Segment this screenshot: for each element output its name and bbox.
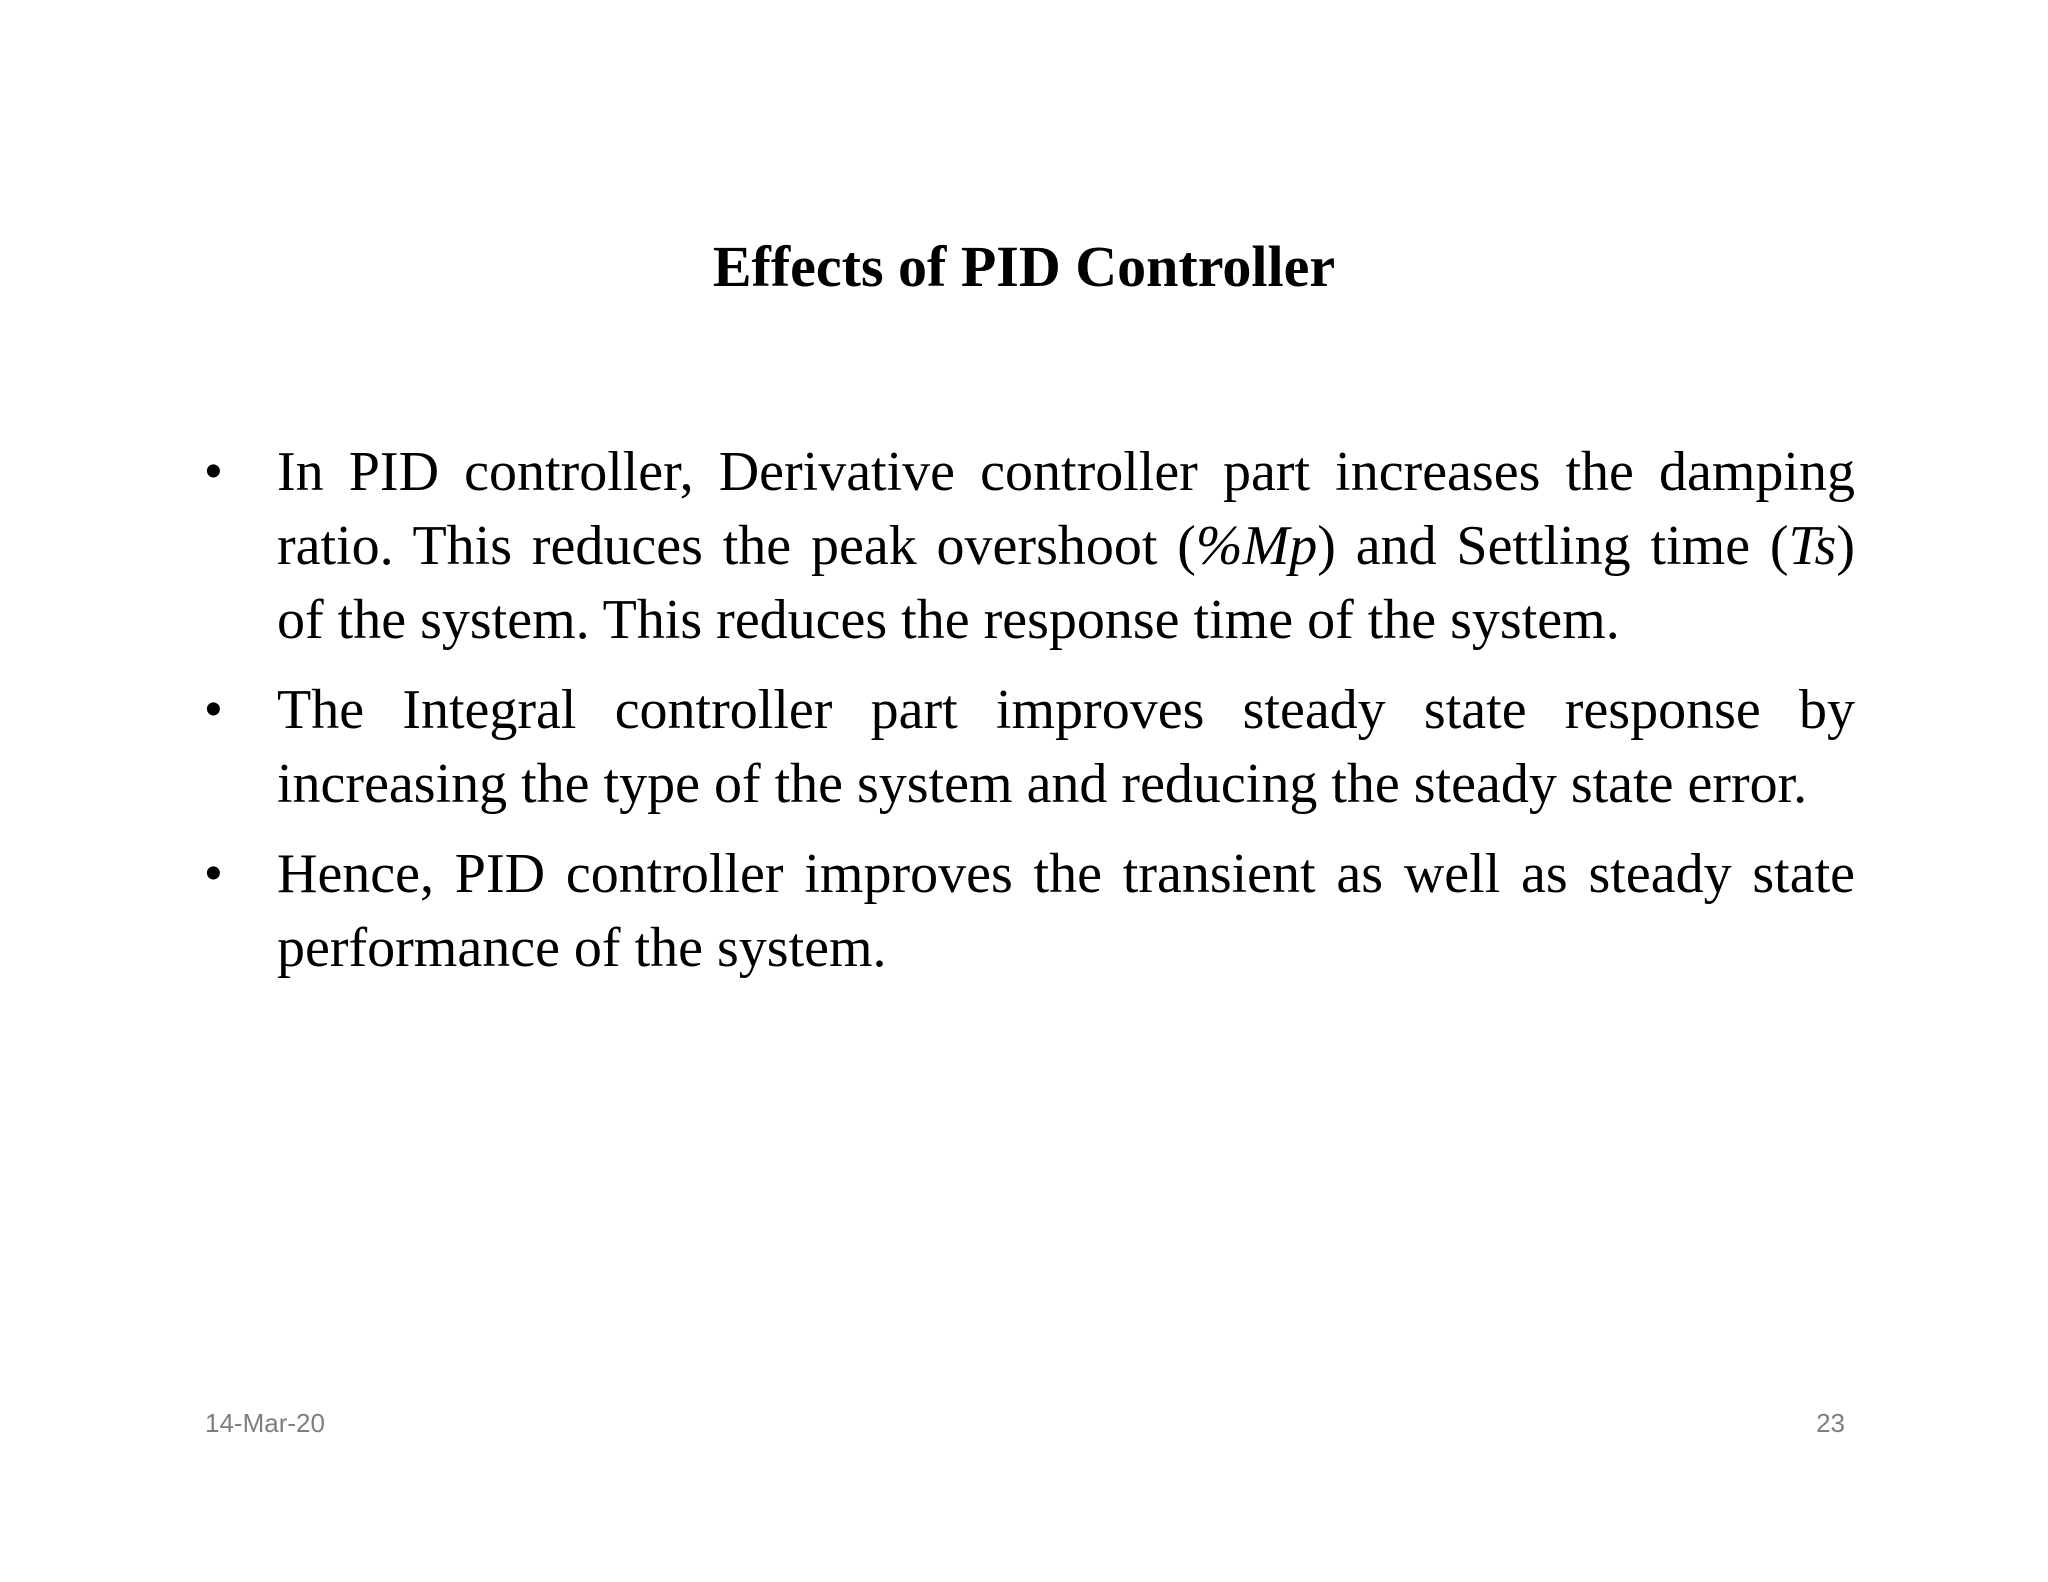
slide-title: Effects of PID Controller [712,234,1336,299]
bullet-text-segment: ) of the system. This reduces the response time of the system. [277,515,1855,651]
settling-time-symbol: Ts [1788,515,1837,577]
bullet-text [277,441,1855,651]
footer-date: 14-Mar-20 [205,1408,325,1438]
bullet-dot-icon: • [205,683,222,736]
bullet-text-segment: ) and Settling time ( [1317,515,1789,577]
bullet-dot-icon: • [205,445,222,498]
overshoot-symbol: %Mp [1195,515,1318,577]
footer-page-number: 23 [1816,1408,1845,1438]
bullet-list [205,435,1855,1001]
bullet-text: The Integral controller part improves steady state response by increasing the type of the system and reducing the steady state error. [277,679,1855,815]
bullet-item [205,435,1855,657]
bullet-text-segment: In PID controller, Derivative controller part increases the damping ratio. This reduces the peak overshoot ( [277,441,1855,577]
bullet-item [205,837,1855,985]
bullet-text: Hence, PID controller improves the transient as well as steady state performance of the system. [277,843,1855,979]
bullet-dot-icon: • [205,847,222,900]
bullet-item [205,673,1855,821]
